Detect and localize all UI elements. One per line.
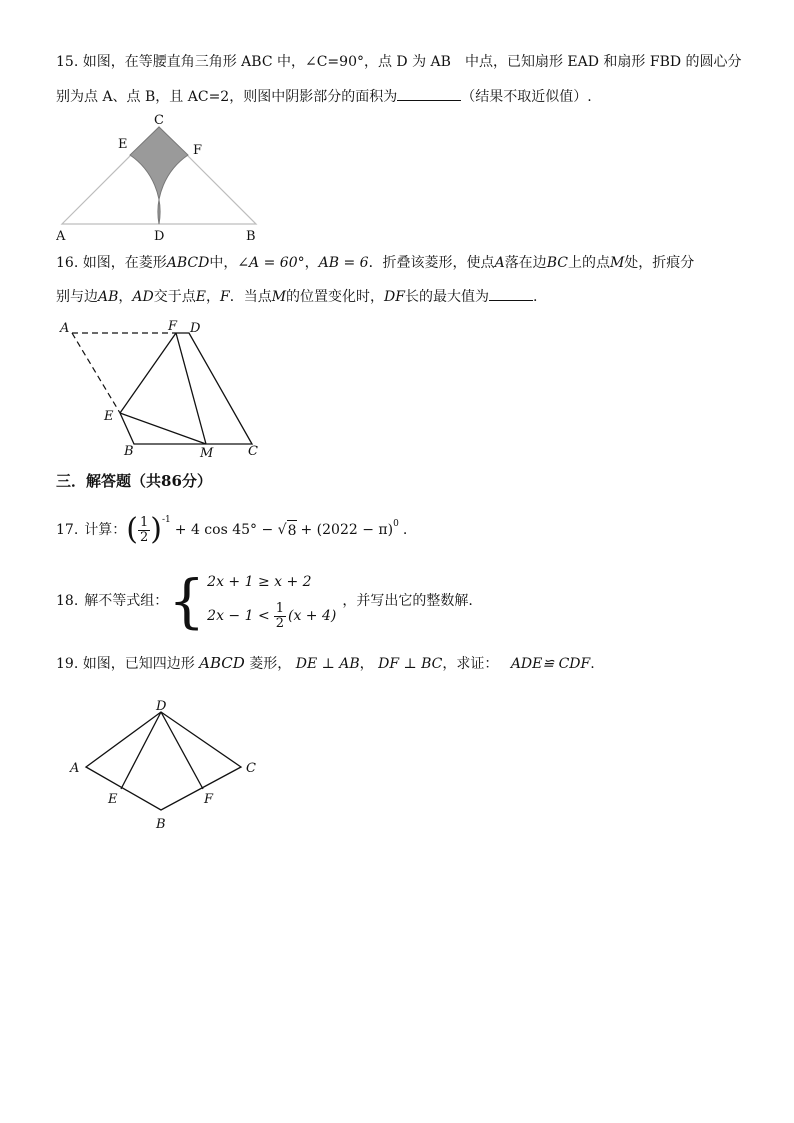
q16-t1g: ．折叠该菱形，使点 bbox=[368, 255, 495, 271]
q16-t1a: 如图，在菱形 bbox=[82, 255, 167, 271]
q19-text-d: DE ⊥ AB bbox=[295, 656, 360, 672]
q16-t2h: F bbox=[219, 289, 230, 305]
q16-number: 16. bbox=[56, 255, 79, 271]
q16-figure bbox=[56, 318, 276, 460]
q19-text-c: 菱形， bbox=[249, 656, 292, 672]
q16-label-e: E bbox=[104, 409, 114, 424]
q17-prefix: 计算： bbox=[84, 522, 127, 538]
q19-text-a: 如图，已知四边形 bbox=[82, 656, 195, 672]
q15-line1 bbox=[56, 52, 742, 72]
q17-sqrt-value: 8 bbox=[287, 520, 297, 541]
q16-t2f: E bbox=[195, 289, 206, 305]
section-tail: 分） bbox=[181, 472, 212, 490]
q16-label-a: A bbox=[60, 321, 70, 336]
q16-t1f: AB = 6 bbox=[318, 255, 369, 271]
q19-label-c: C bbox=[246, 761, 256, 776]
q16-t2a: 别与边 bbox=[56, 289, 98, 305]
q16-label-b: B bbox=[124, 444, 134, 459]
section-heading bbox=[56, 470, 212, 491]
q19-label-b: B bbox=[156, 817, 166, 832]
q15-label-d: D bbox=[154, 229, 165, 244]
q19-label-d: D bbox=[156, 700, 167, 714]
q17-mid: + 4 cos 45° − bbox=[174, 522, 278, 538]
section-title: 三．解答题（共 bbox=[56, 472, 162, 490]
q16-line-em bbox=[120, 413, 206, 444]
q16-label-f: F bbox=[168, 319, 178, 334]
q15-label-c: C bbox=[154, 113, 164, 128]
q19-text-f: DF ⊥ BC bbox=[378, 656, 443, 672]
q16-t1d: ∠A = 60° bbox=[237, 255, 305, 271]
q16-t1j: BC bbox=[546, 255, 568, 271]
q19-label-a: A bbox=[70, 761, 80, 776]
q16-t2e: 交于点 bbox=[153, 289, 196, 305]
q15-text-line1: 如图，在等腰直角三角形 ABC 中，∠C=90°，点 D 为 AB 中点，已知扇形 EAD 和扇形 FBD 的圆心分 bbox=[82, 54, 742, 70]
q18-suffix: ，并写出它的整数解. bbox=[342, 593, 473, 609]
q16-t1b: ABCD bbox=[166, 255, 210, 271]
q16-t2g: ， bbox=[205, 289, 220, 305]
q18-brace: { bbox=[168, 567, 206, 635]
q16-label-m: M bbox=[200, 446, 214, 460]
q15-text-line2b: （结果不取近似值）. bbox=[461, 89, 592, 105]
q16-t2i: ．当点 bbox=[229, 289, 272, 305]
q19-label-f: F bbox=[204, 792, 214, 807]
q17-sqrt-sign: √ bbox=[277, 522, 287, 538]
q19-text-b: ABCD bbox=[199, 654, 245, 672]
q19-line bbox=[56, 653, 595, 674]
q15-answer-blank[interactable] bbox=[397, 86, 461, 101]
q19-text-j: . bbox=[590, 656, 595, 672]
q17-number: 17. bbox=[56, 522, 79, 538]
q18-system bbox=[207, 572, 336, 631]
q16-label-d: D bbox=[190, 321, 201, 336]
q17-paren-right: ) bbox=[150, 512, 162, 547]
q18-frac-num: 1 bbox=[275, 600, 284, 616]
q17-exponent1: -1 bbox=[161, 515, 171, 525]
q17-paren-expr: + (2022 − π) bbox=[300, 522, 394, 538]
q16-t2m: 长的最大值为 bbox=[405, 289, 489, 305]
q16-t2d: AD bbox=[132, 289, 154, 305]
q16-t2c: ， bbox=[118, 289, 133, 305]
q18-fraction bbox=[274, 602, 286, 631]
q16-t1i: 落在边 bbox=[504, 255, 547, 271]
q18-line bbox=[56, 566, 473, 636]
q16-t2j: M bbox=[271, 289, 287, 305]
q15-line2 bbox=[56, 86, 592, 107]
q19-segment-df bbox=[161, 712, 203, 789]
q15-number: 15. bbox=[56, 54, 79, 70]
q18-ineq2-left: 2x − 1 < bbox=[207, 608, 270, 624]
q16-line-fm bbox=[176, 333, 206, 444]
q16-line2 bbox=[56, 286, 537, 307]
q19-segment-de bbox=[121, 712, 161, 789]
q19-text-g: ，求证： bbox=[442, 656, 499, 672]
q15-shaded-region bbox=[130, 127, 188, 224]
q18-number: 18. bbox=[56, 593, 79, 609]
q17-exponent2: 0 bbox=[393, 519, 399, 529]
q16-fold-ef bbox=[120, 333, 176, 413]
section-points: 86 bbox=[161, 472, 182, 490]
q18-ineq2-right: (x + 4) bbox=[287, 608, 337, 624]
q16-dashed-ae bbox=[72, 333, 120, 413]
q15-label-a: A bbox=[56, 229, 66, 244]
q17-end: . bbox=[402, 522, 408, 538]
q19-text-h: ADE≌ bbox=[510, 656, 555, 672]
q16-label-c: C bbox=[248, 444, 258, 459]
q19-label-e: E bbox=[108, 792, 118, 807]
q16-t1m: 处，折痕分 bbox=[624, 255, 695, 271]
q18-prefix: 解不等式组： bbox=[84, 593, 169, 609]
q16-answer-blank[interactable] bbox=[489, 286, 533, 301]
q16-t1k: 上的点 bbox=[567, 255, 610, 271]
q19-text-i: CDF bbox=[558, 656, 591, 672]
q16-t2b: AB bbox=[98, 289, 119, 305]
q15-label-f: F bbox=[193, 143, 203, 158]
q17-paren-left: ( bbox=[126, 512, 138, 547]
q17-frac-num: 1 bbox=[139, 514, 149, 530]
q19-text-e: ， bbox=[359, 656, 374, 672]
q15-label-b: B bbox=[246, 229, 256, 244]
q18-inequality2 bbox=[207, 602, 336, 631]
q16-t1h: A bbox=[494, 255, 505, 271]
q15-text-line2a: 别为点 A、点 B，且 AC=2，则图中阴影部分的面积为 bbox=[56, 89, 398, 105]
q16-t1e: ， bbox=[304, 255, 319, 271]
q16-t1l: M bbox=[609, 255, 625, 271]
q16-rhombus-edges bbox=[120, 333, 252, 444]
q16-t2k: 的位置变化时， bbox=[286, 289, 385, 305]
q15-figure bbox=[56, 112, 276, 246]
q16-line1 bbox=[56, 253, 694, 273]
q19-figure bbox=[66, 700, 266, 834]
q16-t2l: DF bbox=[384, 289, 405, 305]
q17-fraction bbox=[138, 516, 150, 545]
q16-t1c: 中， bbox=[209, 255, 238, 271]
q19-number: 19. bbox=[56, 656, 79, 672]
q15-label-e: E bbox=[118, 137, 128, 152]
q18-frac-den: 2 bbox=[275, 615, 284, 631]
q16-t2n: . bbox=[533, 289, 538, 305]
q17-line bbox=[56, 508, 407, 552]
q18-inequality1: 2x + 1 ≥ x + 2 bbox=[207, 573, 312, 590]
q17-frac-den: 2 bbox=[139, 529, 149, 545]
